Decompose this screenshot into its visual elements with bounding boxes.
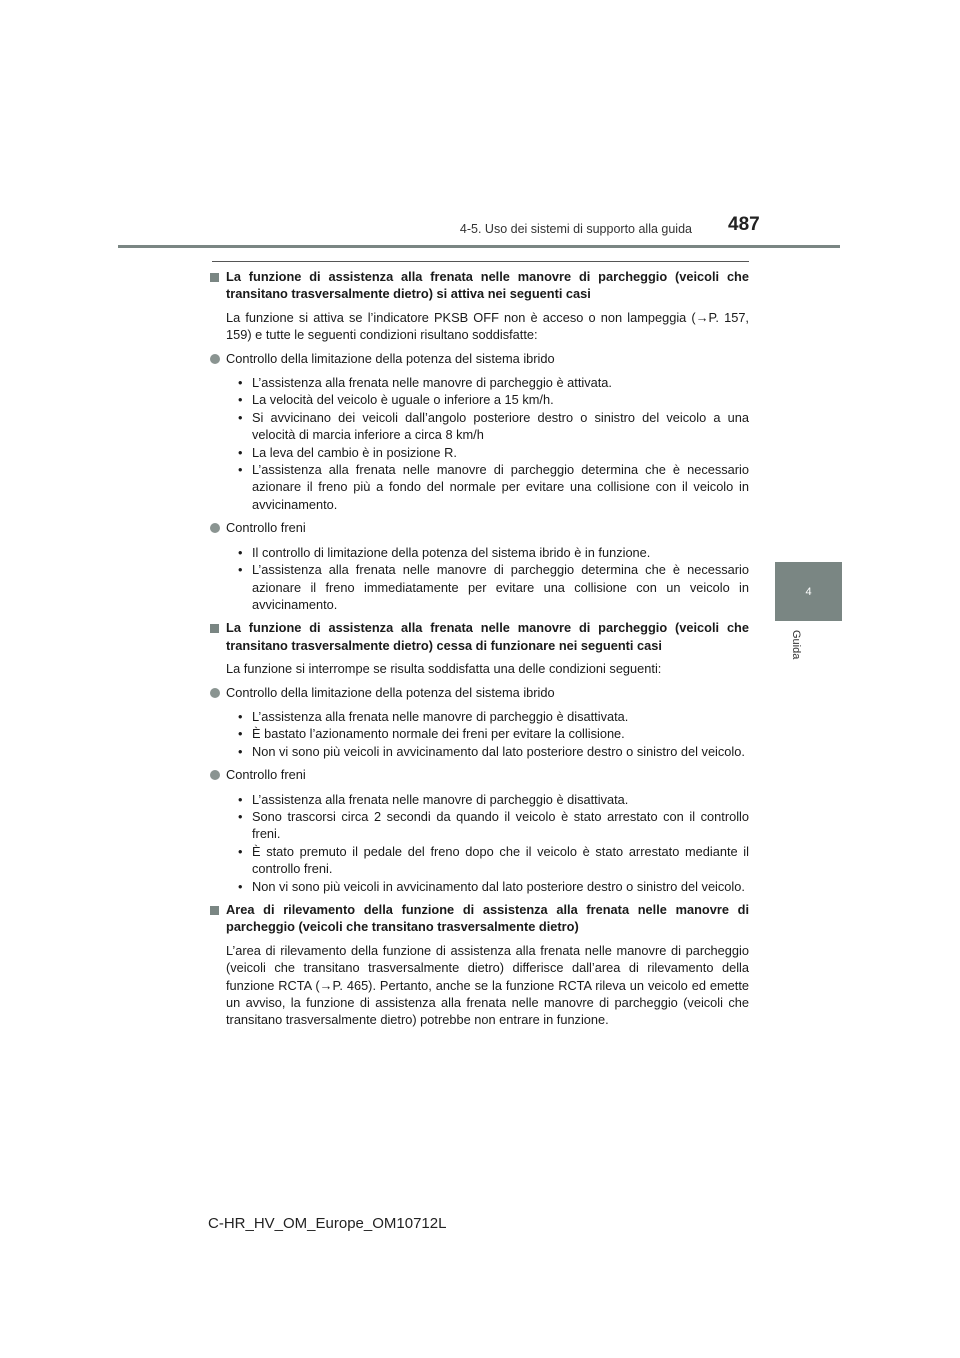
sub-heading bbox=[210, 766, 749, 783]
list-item: • La leva del cambio è in posizione R. bbox=[236, 444, 749, 461]
square-bullet-icon bbox=[210, 624, 219, 633]
list-item: • Si avvicinano dei veicoli dall’angolo posteriore destro o sinistro del veicolo a una velocità di marcia inferiore a circa 8 km/h bbox=[236, 409, 749, 444]
chapter-side-label: Guida bbox=[790, 630, 802, 660]
list-item: • L’assistenza alla frenata nelle manovre di parcheggio è disattivata. bbox=[236, 791, 749, 808]
list-item: • L’assistenza alla frenata nelle manovre di parcheggio determina che è necessario azionare il freno più a fondo del normale per evitare una collisione con il veicolo in avvicinamento. bbox=[236, 461, 749, 513]
list-item: • L’assistenza alla frenata nelle manovre di parcheggio è attivata. bbox=[236, 374, 749, 391]
page-content bbox=[210, 268, 749, 1035]
content-top-rule bbox=[212, 261, 749, 262]
section-intro: La funzione si attiva se l’indicatore PKSB OFF non è acceso o non lampeggia (→P. 157, 159) e tutte le seguenti condizioni risultano soddisfatte: bbox=[226, 309, 749, 343]
square-bullet-icon bbox=[210, 906, 219, 915]
condition-list bbox=[210, 374, 749, 513]
circle-bullet-icon bbox=[210, 523, 220, 533]
sub-heading-text: Controllo della limitazione della potenza del sistema ibrido bbox=[226, 350, 555, 366]
section-intro: La funzione si interrompe se risulta soddisfatta una delle condizioni seguenti: bbox=[226, 661, 662, 677]
list-item: • L’assistenza alla frenata nelle manovre di parcheggio determina che è necessario azionare il freno immediatamente per evitare una collisione con un veicolo in avvicinamento. bbox=[236, 561, 749, 613]
footer-code: C-HR_HV_OM_Europe_OM10712L bbox=[208, 1215, 447, 1232]
list-item: • Il controllo di limitazione della potenza del sistema ibrido è in funzione. bbox=[236, 544, 749, 561]
list-item: • Sono trascorsi circa 2 secondi da quando il veicolo è stato arrestato con il controllo freni. bbox=[236, 808, 749, 843]
page-number: 487 bbox=[728, 214, 760, 235]
list-item: • L’assistenza alla frenata nelle manovre di parcheggio è disattivata. bbox=[236, 708, 749, 725]
header-title: 4-5. Uso dei sistemi di supporto alla guida bbox=[459, 222, 692, 236]
sub-heading-text: Controllo freni bbox=[226, 520, 306, 536]
section-heading bbox=[210, 619, 749, 654]
condition-list bbox=[210, 544, 749, 614]
list-item: • La velocità del veicolo è uguale o inferiore a 15 km/h. bbox=[236, 391, 749, 408]
circle-bullet-icon bbox=[210, 354, 220, 364]
header-rule bbox=[118, 245, 840, 248]
condition-list bbox=[210, 708, 749, 760]
sub-heading bbox=[210, 684, 749, 701]
chapter-tab[interactable]: 4 bbox=[775, 562, 842, 621]
condition-list bbox=[210, 791, 749, 895]
list-item: • Non vi sono più veicoli in avvicinamento dal lato posteriore destro o sinistro del veicolo. bbox=[236, 878, 749, 895]
sub-heading bbox=[210, 350, 749, 367]
sub-heading bbox=[210, 519, 749, 536]
section-heading bbox=[210, 268, 749, 303]
list-item: • Non vi sono più veicoli in avvicinamento dal lato posteriore destro o sinistro del veicolo. bbox=[236, 743, 749, 760]
sub-heading-text: Controllo della limitazione della potenza del sistema ibrido bbox=[226, 684, 555, 700]
circle-bullet-icon bbox=[210, 688, 220, 698]
list-item: • È stato premuto il pedale del freno dopo che il veicolo è stato arrestato mediante il controllo freni. bbox=[236, 843, 749, 878]
section-heading bbox=[210, 901, 749, 936]
section-heading-text: La funzione di assistenza alla frenata nelle manovre di parcheggio (veicoli che transitano trasversalmente dietro) si attiva nei seguenti casi bbox=[226, 269, 749, 302]
section-heading-text: Area di rilevamento della funzione di assistenza alla frenata nelle manovre di parcheggio (veicoli che transitano trasversalmente dietro) bbox=[226, 902, 749, 935]
list-item: • È bastato l’azionamento normale dei freni per evitare la collisione. bbox=[236, 725, 749, 742]
sub-heading-text: Controllo freni bbox=[226, 767, 306, 783]
square-bullet-icon bbox=[210, 273, 219, 282]
circle-bullet-icon bbox=[210, 770, 220, 780]
section-heading-text: La funzione di assistenza alla frenata nelle manovre di parcheggio (veicoli che transitano trasversalmente dietro) cessa di funzionare nei seguenti casi bbox=[226, 620, 749, 653]
section-intro: L’area di rilevamento della funzione di assistenza alla frenata nelle manovre di parcheggio (veicoli che transitano trasversalmente dietro) differisce dall’area di rilevamento della funzione RCTA (→P. 465). Pertanto, anche se la funzione RCTA rileva un veicolo ed emette un avviso, la funzione di assistenza alla frenata nelle manovre di parcheggio (veicoli che transitano trasversalmente dietro) potrebbe non entrare in funzione. bbox=[226, 942, 749, 1028]
